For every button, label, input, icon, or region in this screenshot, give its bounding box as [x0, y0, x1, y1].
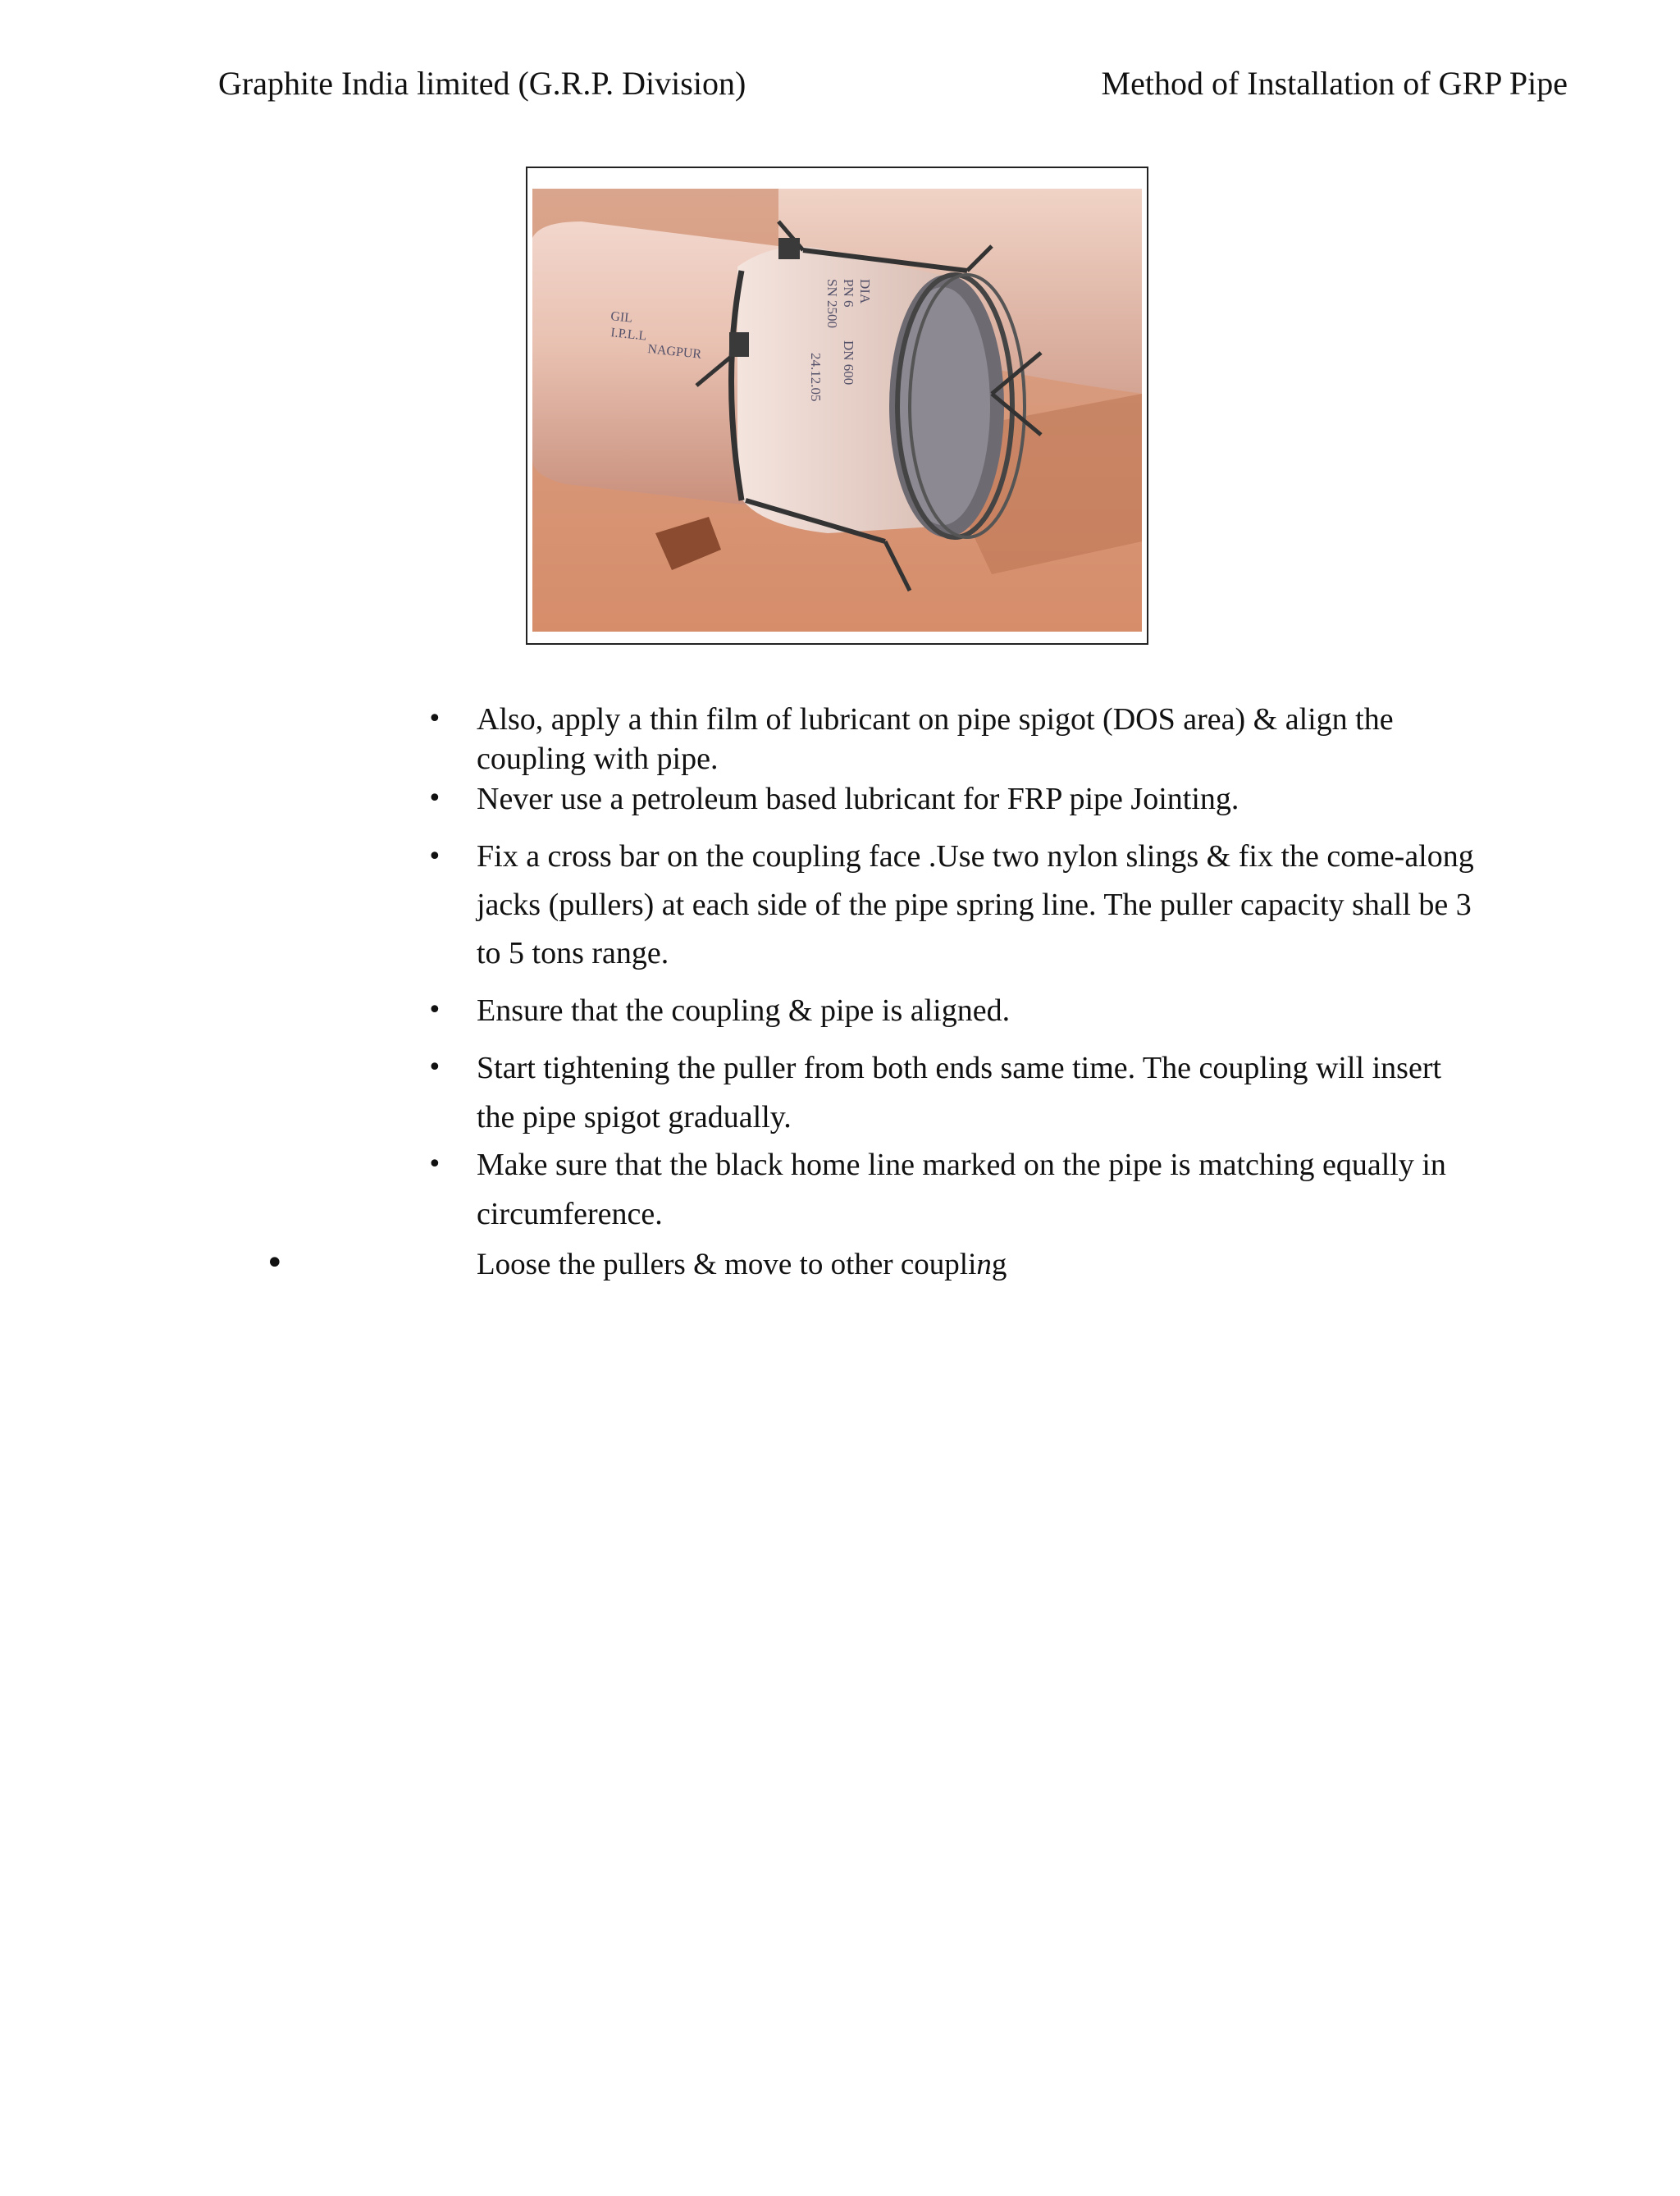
- list-item: [427, 991, 1486, 1030]
- coupling-marking-2: DN 600: [841, 340, 856, 386]
- list-item-text: [477, 1245, 1486, 1285]
- list-item-text: Make sure that the black home line marked on the pipe is matching equally in circumference.: [477, 1148, 1446, 1231]
- pipe-side-marking-3: NAGPUR: [646, 342, 702, 362]
- list-item-text: Also, apply a thin film of lubricant on pipe spigot (DOS area) & align the coupling with pipe.: [477, 702, 1394, 776]
- bullet-icon: •: [265, 1244, 285, 1282]
- list-item-text-suffix: g: [991, 1248, 1007, 1281]
- list-item-text-italic: n: [976, 1248, 992, 1281]
- header-company: Graphite India limited (G.R.P. Division): [218, 65, 746, 102]
- list-item-text: Never use a petroleum based lubricant for FRP pipe Jointing.: [477, 782, 1239, 816]
- list-item-text: Fix a cross bar on the coupling face .Use two nylon slings & fix the come-along jacks (pullers) at each side of the pipe spring line. The puller capacity shall be 3 to 5 tons range.: [477, 839, 1474, 970]
- coupling-marking-4: SN 2500: [824, 279, 840, 328]
- pipe-side-marking-1: GIL: [609, 309, 633, 326]
- bullet-icon: •: [427, 705, 442, 733]
- coupling-marking-1: DIA: [857, 279, 873, 304]
- list-item: [427, 1043, 1486, 1142]
- bullet-icon: •: [427, 996, 442, 1025]
- coupling-marking-5: 24.12.05: [808, 353, 824, 402]
- list-item-text-prefix: Loose the pullers & move to other coupli: [477, 1248, 977, 1281]
- list-item: [427, 1140, 1486, 1239]
- bullet-icon: •: [427, 1053, 442, 1082]
- list-item-text: Start tightening the puller from both ends same time. The coupling will insert the pipe spigot gradually.: [477, 1051, 1442, 1135]
- bullet-icon: •: [427, 842, 442, 871]
- list-item-text: Ensure that the coupling & pipe is aligned.: [477, 993, 1011, 1028]
- bullet-icon: •: [427, 1150, 442, 1179]
- pipe-coupling-photo: [526, 167, 1148, 645]
- list-item: [427, 779, 1486, 819]
- header-document-title: Method of Installation of GRP Pipe: [1101, 65, 1568, 102]
- list-item: [265, 1244, 1486, 1285]
- list-item: [427, 833, 1486, 978]
- bullet-icon: •: [427, 784, 442, 813]
- pipe-side-marking-2: I.P.L.L: [609, 326, 648, 344]
- pipe-coupling-illustration: [532, 189, 1142, 632]
- coupling-marking-3: PN 6: [841, 279, 856, 308]
- list-item: [427, 700, 1486, 778]
